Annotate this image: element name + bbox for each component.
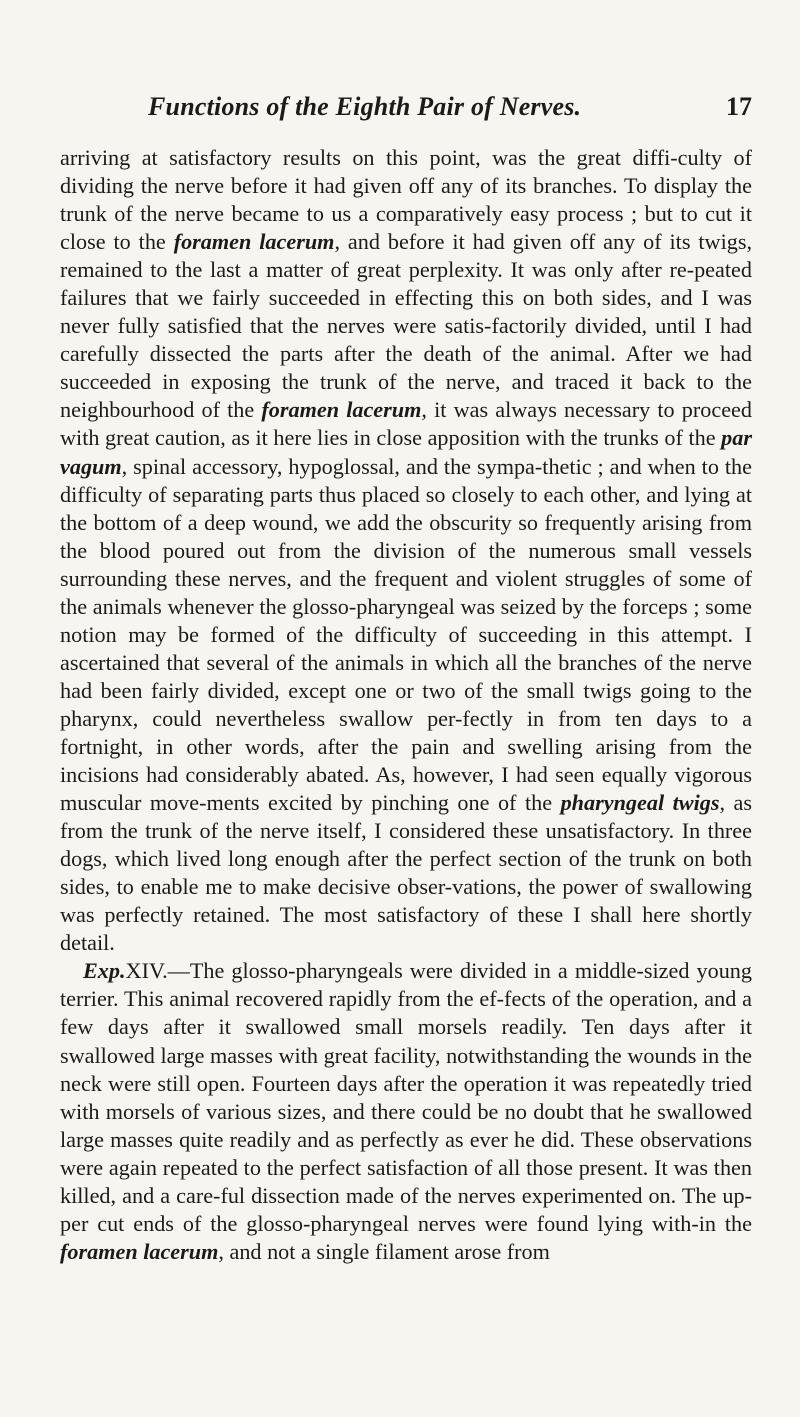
- paragraph: [60, 144, 752, 957]
- text-run: arriving at satisfactory results on this point, was the great diffi-culty of dividing the nerve before it had given off any of its branches. To display the trunk of the nerve became to us a comparatively easy process ; but to cut it close to the: [60, 145, 752, 255]
- text-run: , and not a single filament arose from: [218, 1238, 550, 1264]
- body-text: [60, 144, 752, 1266]
- italic-term: par vagum: [60, 425, 752, 479]
- page-number: 17: [726, 92, 752, 121]
- italic-term: foramen lacerum: [173, 229, 335, 255]
- page-header: [60, 92, 752, 132]
- italic-term: Exp.: [83, 958, 126, 984]
- running-head: [148, 92, 581, 122]
- text-run: , as from the trunk of the nerve itself, I considered these unsatisfactory. In three dogs, which lived long enough after the perfect section of the trunk on both sides, to enable me to make decisive obser-vations, the power of swallowing was perfectly retained. The most satisfactory of these I shall here shortly detail.: [60, 790, 753, 956]
- paragraph: [60, 957, 752, 1266]
- italic-term: foramen lacerum: [261, 397, 422, 423]
- running-head-text: Nerves.: [493, 92, 582, 121]
- text-run: XIV.—The glosso-pharyngeals were divided in a middle-sized young terrier. This animal recovered rapidly from the ef-fects of the operation, and a few days after it swallowed small morsels readily. Ten days after it swallowed large masses with great facility, notwithstanding the wounds in the neck were still open. Fourteen days after the operation it was repeatedly tried with morsels of various sizes, and there could be no doubt that he swallowed large masses quite readily and as perfectly as ever he did. These observations were again repeated to the perfect satisfaction of all those present. It was then killed, and a care-ful dissection made of the nerves experimented on. The up-per cut ends of the glosso-pharyngeal nerves were found lying with-in the: [60, 958, 752, 1236]
- italic-term: foramen lacerum: [60, 1238, 219, 1264]
- italic-term: pharyngeal twigs: [560, 790, 720, 816]
- text-run: , spinal accessory, hypoglossal, and the sympa-thetic ; and when to the difficulty of separating parts thus placed so closely to each other, and lying at the bottom of a deep wound, we add the obscurity so frequently arising from the blood poured out from the division of the numerous small vessels surrounding these nerves, and the frequent and violent struggles of some of the animals whenever the glosso-pharyngeal was seized by the forceps ; some notion may be formed of the difficulty of succeeding in this attempt. I ascertained that several of the animals in which all the branches of the nerve had been fairly divided, except one or two of the small twigs going to the pharynx, could nevertheless swallow per-fectly in from ten days to a fortnight, in other words, after the pain and swelling arising from the incisions had considerably abated. As, however, I had seen equally vigorous muscular move-ments excited by pinching one of the: [60, 453, 752, 816]
- running-head-text: the Eighth Pair: [288, 92, 471, 121]
- running-head-text: Functions: [148, 92, 267, 121]
- text-run: , and before it had given off any of its twigs, remained to the last a matter of great perplexity. It was only after re-peated failures that we fairly succeeded in effecting this on both sides, and I was never fully satisfied that the nerves were satis-factorily divided, until I had carefully dissected the parts after the death of the animal. After we had succeeded in exposing the trunk of the nerve, and traced it back to the neighbourhood of the: [60, 229, 753, 423]
- running-head-text: of: [266, 92, 289, 121]
- running-head-text: of: [470, 92, 494, 121]
- text-run: , it was always necessary to proceed with great caution, as it here lies in close apposition with the trunks of the: [60, 397, 753, 451]
